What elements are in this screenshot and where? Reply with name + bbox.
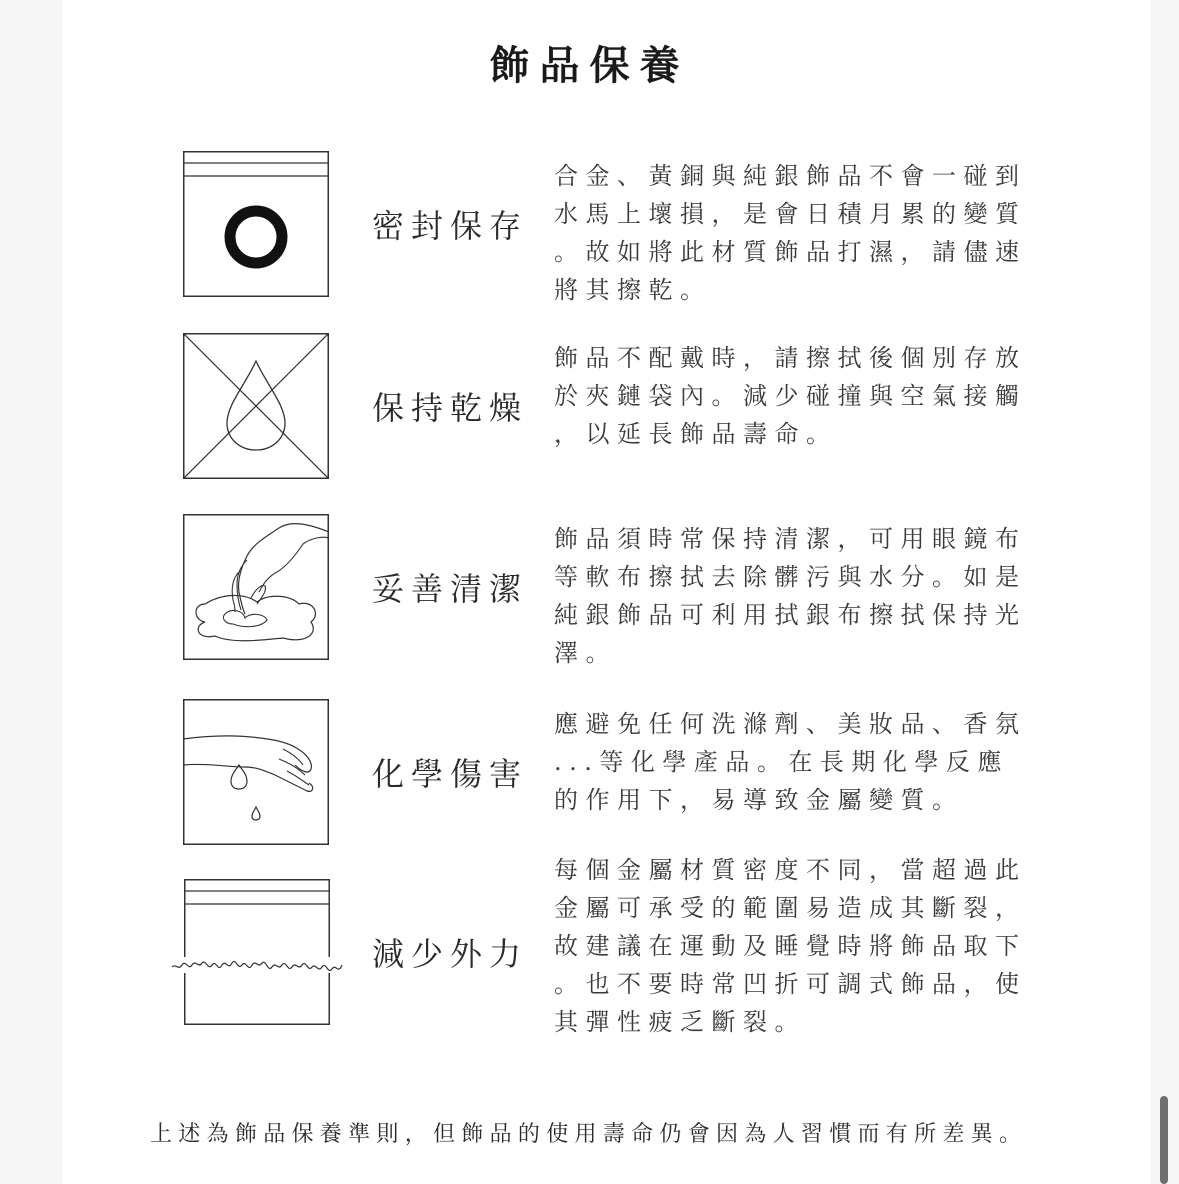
description-line: 合金、黃銅與純銀飾品不會一碰到 [554, 162, 1027, 190]
hand-dripping-chemical-icon [183, 699, 329, 845]
description-line: 應避免任何洗滌劑、美妝品、香氛 [554, 710, 1027, 738]
description-line: 飾品須時常保持清潔，可用眼鏡布 [554, 525, 1027, 553]
description-line: 於夾鏈袋內。減少碰撞與空氣接觸 [554, 382, 1027, 410]
no-water-drop-icon [183, 333, 329, 479]
care-section-force [0, 856, 1179, 1036]
section-label: 減少外力 [372, 935, 529, 973]
hand-cloth-cleaning-icon [183, 514, 329, 660]
description-line: 等軟布擦拭去除髒污與水分。如是 [554, 563, 1027, 591]
section-label: 化學傷害 [372, 755, 529, 793]
care-section-seal [0, 151, 1179, 304]
description-line: 澤。 [554, 639, 617, 667]
section-label: 密封保存 [372, 207, 529, 245]
description-line: 。也不要時常凹折可調式飾品，使 [554, 970, 1027, 998]
care-section-dry [0, 333, 1179, 483]
section-description [554, 157, 1034, 309]
care-section-clean [0, 514, 1179, 667]
description-line: 每個金屬材質密度不同，當超過此 [554, 856, 1027, 884]
description-line: 水馬上壞損，是會日積月累的變質 [554, 200, 1027, 228]
care-section-chemical [0, 699, 1179, 849]
description-line: 金屬可承受的範圍易造成其斷裂， [554, 894, 1027, 922]
description-line: 飾品不配戴時，請擦拭後個別存放 [554, 344, 1027, 372]
section-description [554, 520, 1034, 672]
section-label: 妥善清潔 [372, 570, 529, 608]
description-line: ...等化學產品。在長期化學反應 [554, 748, 1009, 776]
section-description [554, 851, 1034, 1041]
torn-bag-icon [170, 879, 346, 1025]
sealed-bag-ring-icon [183, 151, 329, 297]
description-line: 純銀飾品可利用拭銀布擦拭保持光 [554, 601, 1027, 629]
description-line: 其彈性疲乏斷裂。 [554, 1008, 806, 1036]
description-line: ，以延長飾品壽命。 [554, 420, 838, 448]
description-line: 將其擦乾。 [554, 276, 712, 304]
section-label: 保持乾燥 [372, 389, 529, 427]
description-line: 故建議在運動及睡覺時將飾品取下 [554, 932, 1027, 960]
section-description [554, 705, 1034, 819]
section-description [554, 339, 1034, 453]
description-line: 的作用下，易導致金屬變質。 [554, 786, 964, 814]
footer-note: 上述為飾品保養準則，但飾品的使用壽命仍會因為人習慣而有所差異。 [150, 1122, 1028, 1147]
description-line: 。故如將此材質飾品打濕，請儘速 [554, 238, 1027, 266]
page-title: 飾品保養 [489, 42, 690, 89]
scrollbar-thumb[interactable] [1160, 1096, 1168, 1184]
